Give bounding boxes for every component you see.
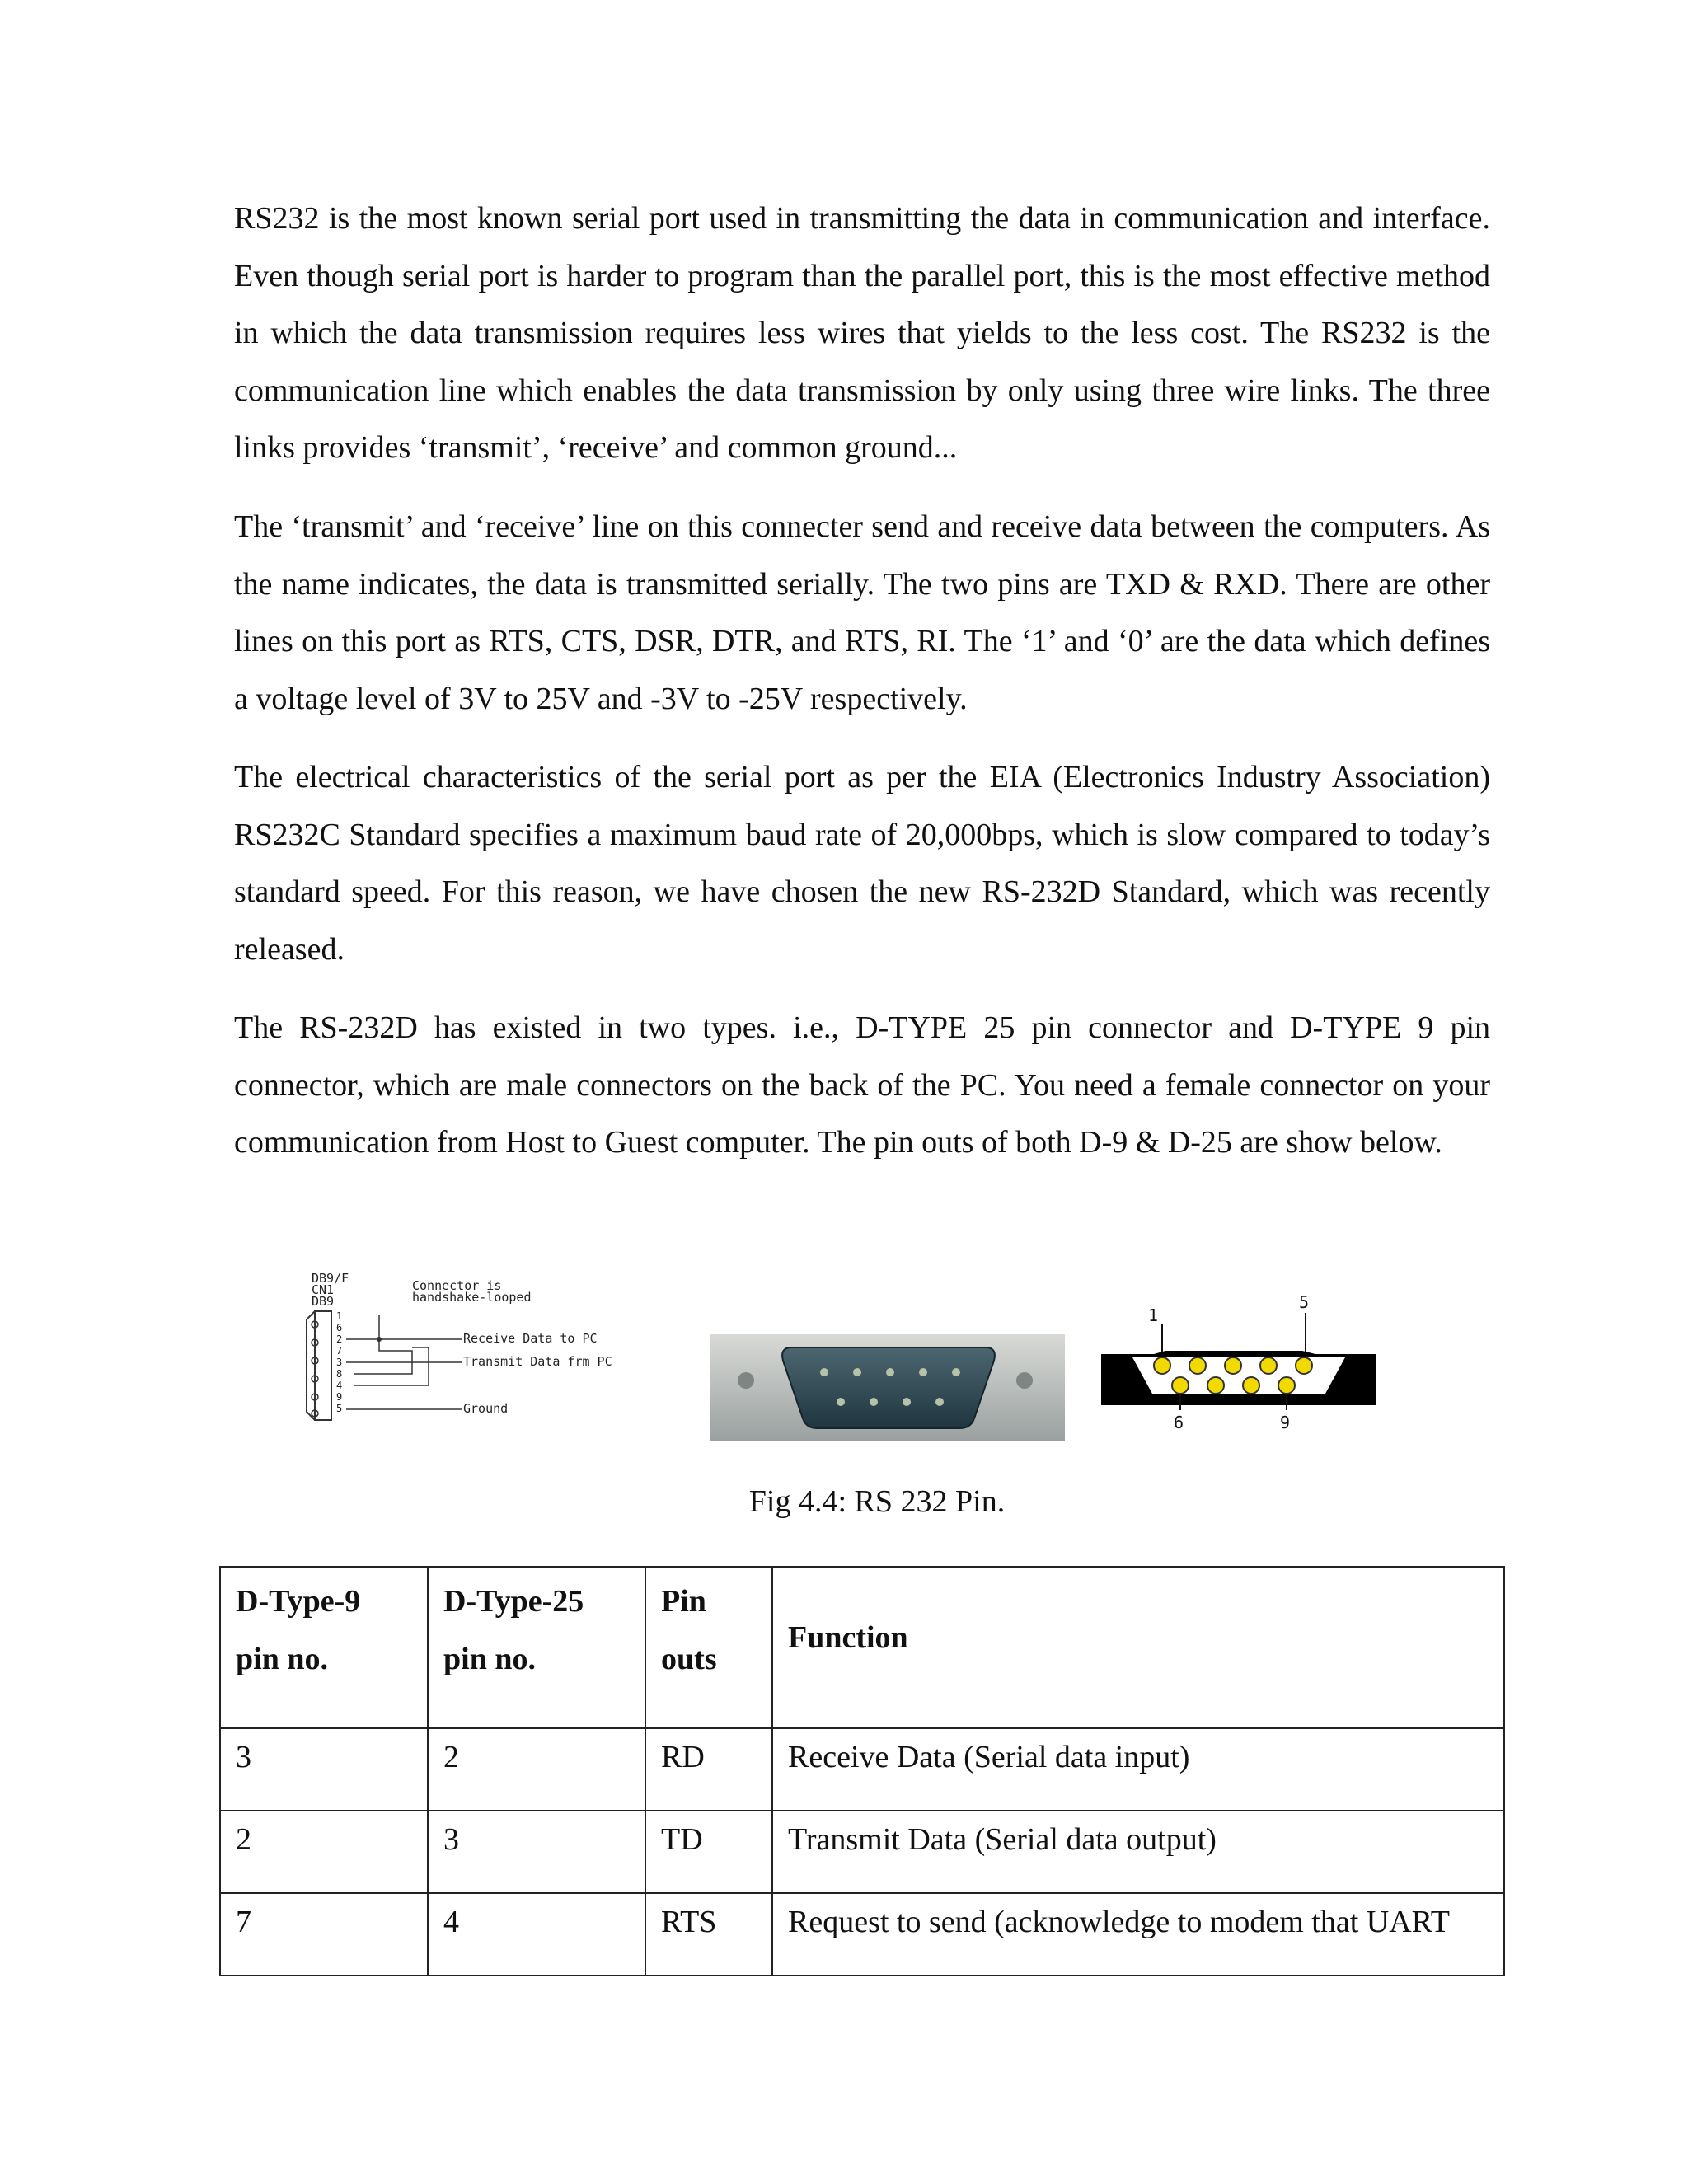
header-pinouts: Pin outs (645, 1567, 772, 1728)
table-row (220, 1728, 1504, 1811)
paragraph-rs232-intro: RS232 is the most known serial port used in transmitting the data in communication and interface. Even though serial port is harder to program than the parallel port, this is the most effective method in which the data transmission requires less wires that yields to the less cost. The RS232 is the communication line which enables the data transmission by only using three wire links. The three links provides ‘transmit’, ‘receive’ and common ground... (234, 201, 1490, 465)
header-d25: D-Type-25 pin no. (428, 1567, 645, 1728)
schematic-pin-7: 7 (336, 1345, 343, 1357)
db9-connector-photo (710, 1334, 1065, 1441)
schematic-pin-3: 3 (336, 1357, 343, 1368)
cell-d25: 3 (428, 1811, 645, 1893)
schematic-pin-4: 4 (336, 1380, 343, 1391)
table-header-row (220, 1567, 1504, 1728)
cell-d25: 2 (428, 1728, 645, 1811)
cell-d9: 3 (220, 1728, 428, 1811)
cell-pin: RD (645, 1728, 772, 1811)
figure-caption: Fig 4.4: RS 232 Pin. (748, 1484, 1006, 1519)
pinout-label-1: 1 (1148, 1305, 1159, 1325)
cell-d9: 7 (220, 1893, 428, 1975)
schematic-transmit-label: Transmit Data frm PC (463, 1354, 612, 1369)
db9-schematic (307, 1271, 612, 1420)
header-d9: D-Type-9 pin no. (220, 1567, 428, 1728)
cell-function: Receive Data (Serial data input) (772, 1728, 1504, 1811)
figure-rs232-pins (305, 1265, 1393, 1455)
schematic-pin-5: 5 (336, 1403, 343, 1414)
pinout-label-6: 6 (1174, 1413, 1184, 1432)
table-row (220, 1811, 1504, 1893)
schematic-pin-9: 9 (336, 1391, 343, 1403)
cell-d25: 4 (428, 1893, 645, 1975)
schematic-label-db9: DB9 (312, 1294, 335, 1309)
schematic-pin-8: 8 (336, 1368, 343, 1380)
paragraph-transmit-receive: The ‘transmit’ and ‘receive’ line on this connecter send and receive data between the computers. As the name indicates, the data is transmitted serially. The two pins are TXD & RXD. There are other lines on this port as RTS, CTS, DSR, DTR, and RTS, RI. The ‘1’ and ‘0’ are the data which defines a voltage level of 3V to 25V and -3V to -25V respectively. (234, 509, 1490, 716)
schematic-receive-label: Receive Data to PC (463, 1331, 598, 1346)
cell-function: Transmit Data (Serial data output) (772, 1811, 1504, 1893)
paragraph-electrical-characteristics: The electrical characteristics of the serial port as per the EIA (Electronics Industry Association) RS232C Standard specifies a maximum baud rate of 20,000bps, which is slow compared to today’s standard speed. For this reason, we have chosen the new RS-232D Standard, which was recently released. (234, 760, 1490, 967)
table-row (220, 1893, 1504, 1975)
pinout-label-9: 9 (1280, 1413, 1291, 1432)
pinout-table (219, 1566, 1505, 1976)
cell-pin: RTS (645, 1893, 772, 1975)
schematic-note-line1: Connector is (412, 1278, 502, 1293)
schematic-pin-2: 2 (336, 1333, 343, 1345)
cell-d9: 2 (220, 1811, 428, 1893)
cell-function: Request to send (acknowledge to modem that UART (772, 1893, 1504, 1975)
schematic-label-db9f: DB9/F (312, 1271, 349, 1286)
pinout-label-5: 5 (1299, 1292, 1310, 1312)
header-function: Function (772, 1567, 1504, 1728)
schematic-ground-label: Ground (463, 1401, 509, 1416)
paragraph-connector-types: The RS-232D has existed in two types. i.e., D-TYPE 25 pin connector and D-TYPE 9 pin connector, which are male connectors on the back of the PC. You need a female connector on your communication from Host to Guest computer. The pin outs of both D-9 & D-25 are show below. (234, 1010, 1490, 1160)
schematic-pin-6: 6 (336, 1322, 343, 1333)
schematic-label-cn1: CN1 (312, 1282, 335, 1297)
cell-pin: TD (645, 1811, 772, 1893)
schematic-note-line2: handshake-looped (412, 1290, 532, 1305)
schematic-pin-1: 1 (336, 1310, 343, 1322)
db9-pinout-diagram (1101, 1292, 1376, 1432)
